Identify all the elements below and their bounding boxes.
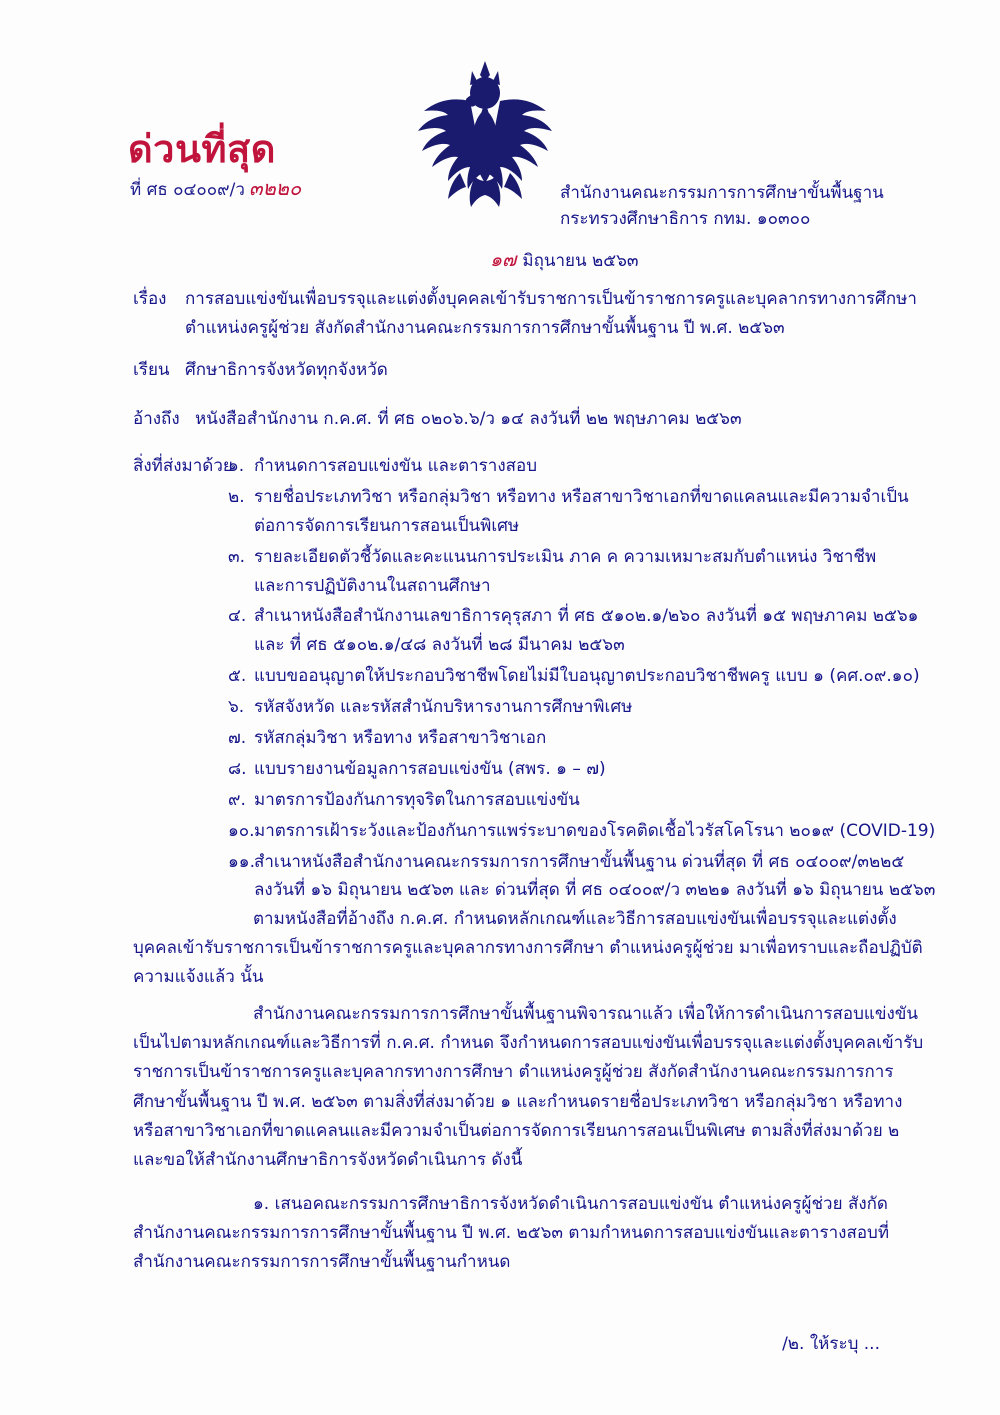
body-paragraph-3 [133, 1190, 933, 1278]
enclosure-list [228, 452, 948, 907]
subject-label: เรื่อง [133, 289, 167, 309]
enclosure-number: ๑๑. [228, 851, 255, 872]
reference-label: อ้างถึง [133, 409, 180, 429]
enclosure-text [254, 848, 948, 906]
enclosure-number: ๑๐. [228, 820, 255, 841]
enclosure-text-line: ต่อการจัดการเรียนการสอนเป็นพิเศษ [254, 515, 520, 536]
enclosure-number: ๔. [228, 606, 247, 627]
enclosure-text-line: ลงวันที่ ๑๖ มิถุนายน ๒๕๖๓ และ ด่วนที่สุด ที่ ศธ ๐๔๐๐๙/ว ๓๒๒๑ ลงวันที่ ๑๖ มิถุนายน ๒๕๖๓ [254, 880, 936, 901]
next-page-note: /๒. ให้ระบุ ... [782, 1334, 880, 1354]
enclosure-number: ๓. [228, 546, 246, 567]
list-item [228, 724, 948, 753]
body-paragraph-1-text: ตามหนังสือที่อ้างถึง ก.ค.ศ. กำหนดหลักเกณฑ์และวิธีการสอบแข่งขันเพื่อบรรจุและแต่งตั้งบุคคลเข้ารับราชการเป็นข้าราชการครูและบุคลากรทางการศึกษา ตำแหน่งครูผู้ช่วย มาเพื่อทราบและถือปฏิบัติความแจ้งแล้ว นั้น [133, 909, 923, 988]
reference-value: หนังสือสำนักงาน ก.ค.ศ. ที่ ศธ ๐๒๐๖.๖/ว ๑๔ ลงวันที่ ๒๒ พฤษภาคม ๒๕๖๓ [195, 409, 742, 429]
enclosure-text: มาตรการเฝ้าระวังและป้องกันการแพร่ระบาดของโรคติดเชื้อไวรัสโคโรนา ๒๐๑๙ (COVID-19) [254, 820, 936, 841]
enclosure-text [254, 602, 948, 660]
enclosure-number: ๘. [228, 758, 247, 779]
garuda-emblem-icon [400, 55, 570, 215]
enclosure-text-line: รายละเอียดตัวชี้วัดและคะแนนการประเมิน ภาค ค ความเหมาะสมกับตำแหน่ง วิชาชีพ [254, 546, 877, 567]
recipient-label: เรียน [133, 360, 170, 380]
body-paragraph-2-text: สำนักงานคณะกรรมการการศึกษาขั้นพื้นฐานพิจารณาแล้ว เพื่อให้การดำเนินการสอบแข่งขันเป็นไปตามหลักเกณฑ์และวิธีการที่ ก.ค.ศ. กำหนด จึงกำหนดการสอบแข่งขันเพื่อบรรจุและแต่งตั้งบุคคลเข้ารับราชการเป็นข้าราชการครูและบุคลากรทางการศึกษา ตำแหน่งครูผู้ช่วย สังกัดสำนักงานคณะกรรมการการศึกษาขั้นพื้นฐาน ปี พ.ศ. ๒๕๖๓ ตามสิ่งที่ส่งมาด้วย ๑ และกำหนดรายชื่อประเภทวิชา หรือกลุ่มวิชา หรือทาง หรือสาขาวิชาเอกที่ขาดแคลนและมีความจำเป็นต่อการจัดการเรียนการสอนเป็นพิเศษ ตามสิ่งที่ส่งมาด้วย ๒ และขอให้สำนักงานศึกษาธิการจังหวัดดำเนินการ ดังนี้ [133, 1004, 924, 1171]
list-item [228, 693, 948, 722]
organization-line-2: กระทรวงศึกษาธิการ กทม. ๑๐๓๐๐ [560, 209, 811, 230]
enclosure-label: สิ่งที่ส่งมาด้วย [133, 456, 233, 476]
document-number-label: ที่ ศธ ๐๔๐๐๙/ว [130, 180, 245, 200]
enclosure-number: ๑. [228, 456, 245, 476]
enclosure-number: ๙. [228, 789, 246, 810]
list-item [228, 848, 948, 906]
enclosure-text-line: รายชื่อประเภทวิชา หรือกลุ่มวิชา หรือทาง หรือสาขาวิชาเอกที่ขาดแคลนและมีความจำเป็น [254, 486, 909, 507]
enclosure-text [254, 483, 948, 541]
document-date-day: ๑๗ [490, 249, 517, 271]
enclosure-text: กำหนดการสอบแข่งขัน และตารางสอบ [254, 456, 538, 476]
enclosure-text-line: สำเนาหนังสือสำนักงานคณะกรรมการการศึกษาขั้นพื้นฐาน ด่วนที่สุด ที่ ศธ ๐๔๐๐๙/๓๒๒๕ [254, 851, 905, 872]
enclosure-text-line: และ ที่ ศธ ๕๑๐๒.๑/๔๘ ลงวันที่ ๒๘ มีนาคม ๒๕๖๓ [254, 635, 625, 656]
list-item [228, 452, 948, 481]
subject-field [133, 285, 933, 342]
document-number-handwritten: ๓๒๒๐ [248, 176, 302, 200]
organization-block [560, 180, 884, 233]
list-item [228, 602, 948, 660]
recipient-field [133, 356, 933, 385]
enclosure-text-line: สำเนาหนังสือสำนักงานเลขาธิการคุรุสภา ที่ ศธ ๕๑๐๒.๑/๒๖๐ ลงวันที่ ๑๕ พฤษภาคม ๒๕๖๑ [254, 606, 919, 627]
list-item [228, 483, 948, 541]
enclosure-text-line: และการปฏิบัติงานในสถานศึกษา [254, 575, 491, 596]
subject-line-2: ตำแหน่งครูผู้ช่วย สังกัดสำนักงานคณะกรรมการการศึกษาขั้นพื้นฐาน ปี พ.ศ. ๒๕๖๓ [185, 317, 785, 338]
document-number [130, 172, 301, 204]
recipient-value: ศึกษาธิการจังหวัดทุกจังหวัด [185, 360, 388, 380]
enclosure-number: ๒. [228, 486, 245, 507]
document-date [490, 245, 639, 275]
body-paragraph-2 [133, 1000, 933, 1175]
enclosure-number: ๕. [228, 666, 247, 687]
organization-line-1: สำนักงานคณะกรรมการการศึกษาขั้นพื้นฐาน [560, 183, 884, 203]
body-paragraph-1 [133, 905, 933, 993]
enclosure-number: ๖. [228, 697, 245, 718]
enclosure-text: แบบขออนุญาตให้ประกอบวิชาชีพโดยไม่มีใบอนุญาตประกอบวิชาชีพครู แบบ ๑ (คศ.๐๙.๑๐) [254, 666, 920, 687]
enclosure-text: มาตรการป้องกันการทุจริตในการสอบแข่งขัน [254, 789, 580, 810]
urgent-stamp: ด่วนที่สุด [128, 127, 276, 171]
list-item [228, 817, 948, 846]
enclosure-text: รหัสจังหวัด และรหัสสำนักบริหารงานการศึกษาพิเศษ [254, 697, 633, 718]
document-date-month-year: มิถุนายน ๒๕๖๓ [522, 251, 639, 271]
list-item [228, 786, 948, 815]
enclosure-number: ๗. [228, 728, 247, 749]
enclosure-text: รหัสกลุ่มวิชา หรือทาง หรือสาขาวิชาเอก [254, 728, 547, 749]
list-item [228, 543, 948, 601]
enclosure-text [254, 543, 948, 601]
list-item [228, 755, 948, 784]
reference-field [133, 405, 953, 434]
body-paragraph-3-text: ๑. เสนอคณะกรรมการศึกษาธิการจังหวัดดำเนินการสอบแข่งขัน ตำแหน่งครูผู้ช่วย สังกัดสำนักงานคณะกรรมการการศึกษาขั้นพื้นฐาน ปี พ.ศ. ๒๕๖๓ ตามกำหนดการสอบแข่งขันและตารางสอบที่สำนักงานคณะกรรมการการศึกษาขั้นพื้นฐานกำหนด [133, 1194, 890, 1273]
list-item [228, 662, 948, 691]
enclosure-text: แบบรายงานข้อมูลการสอบแข่งขัน (สพร. ๑ – ๗) [254, 758, 606, 779]
subject-line-1: การสอบแข่งขันเพื่อบรรจุและแต่งตั้งบุคคลเข้ารับราชการเป็นข้าราชการครูและบุคลากรทางการศึกษา [185, 289, 917, 309]
